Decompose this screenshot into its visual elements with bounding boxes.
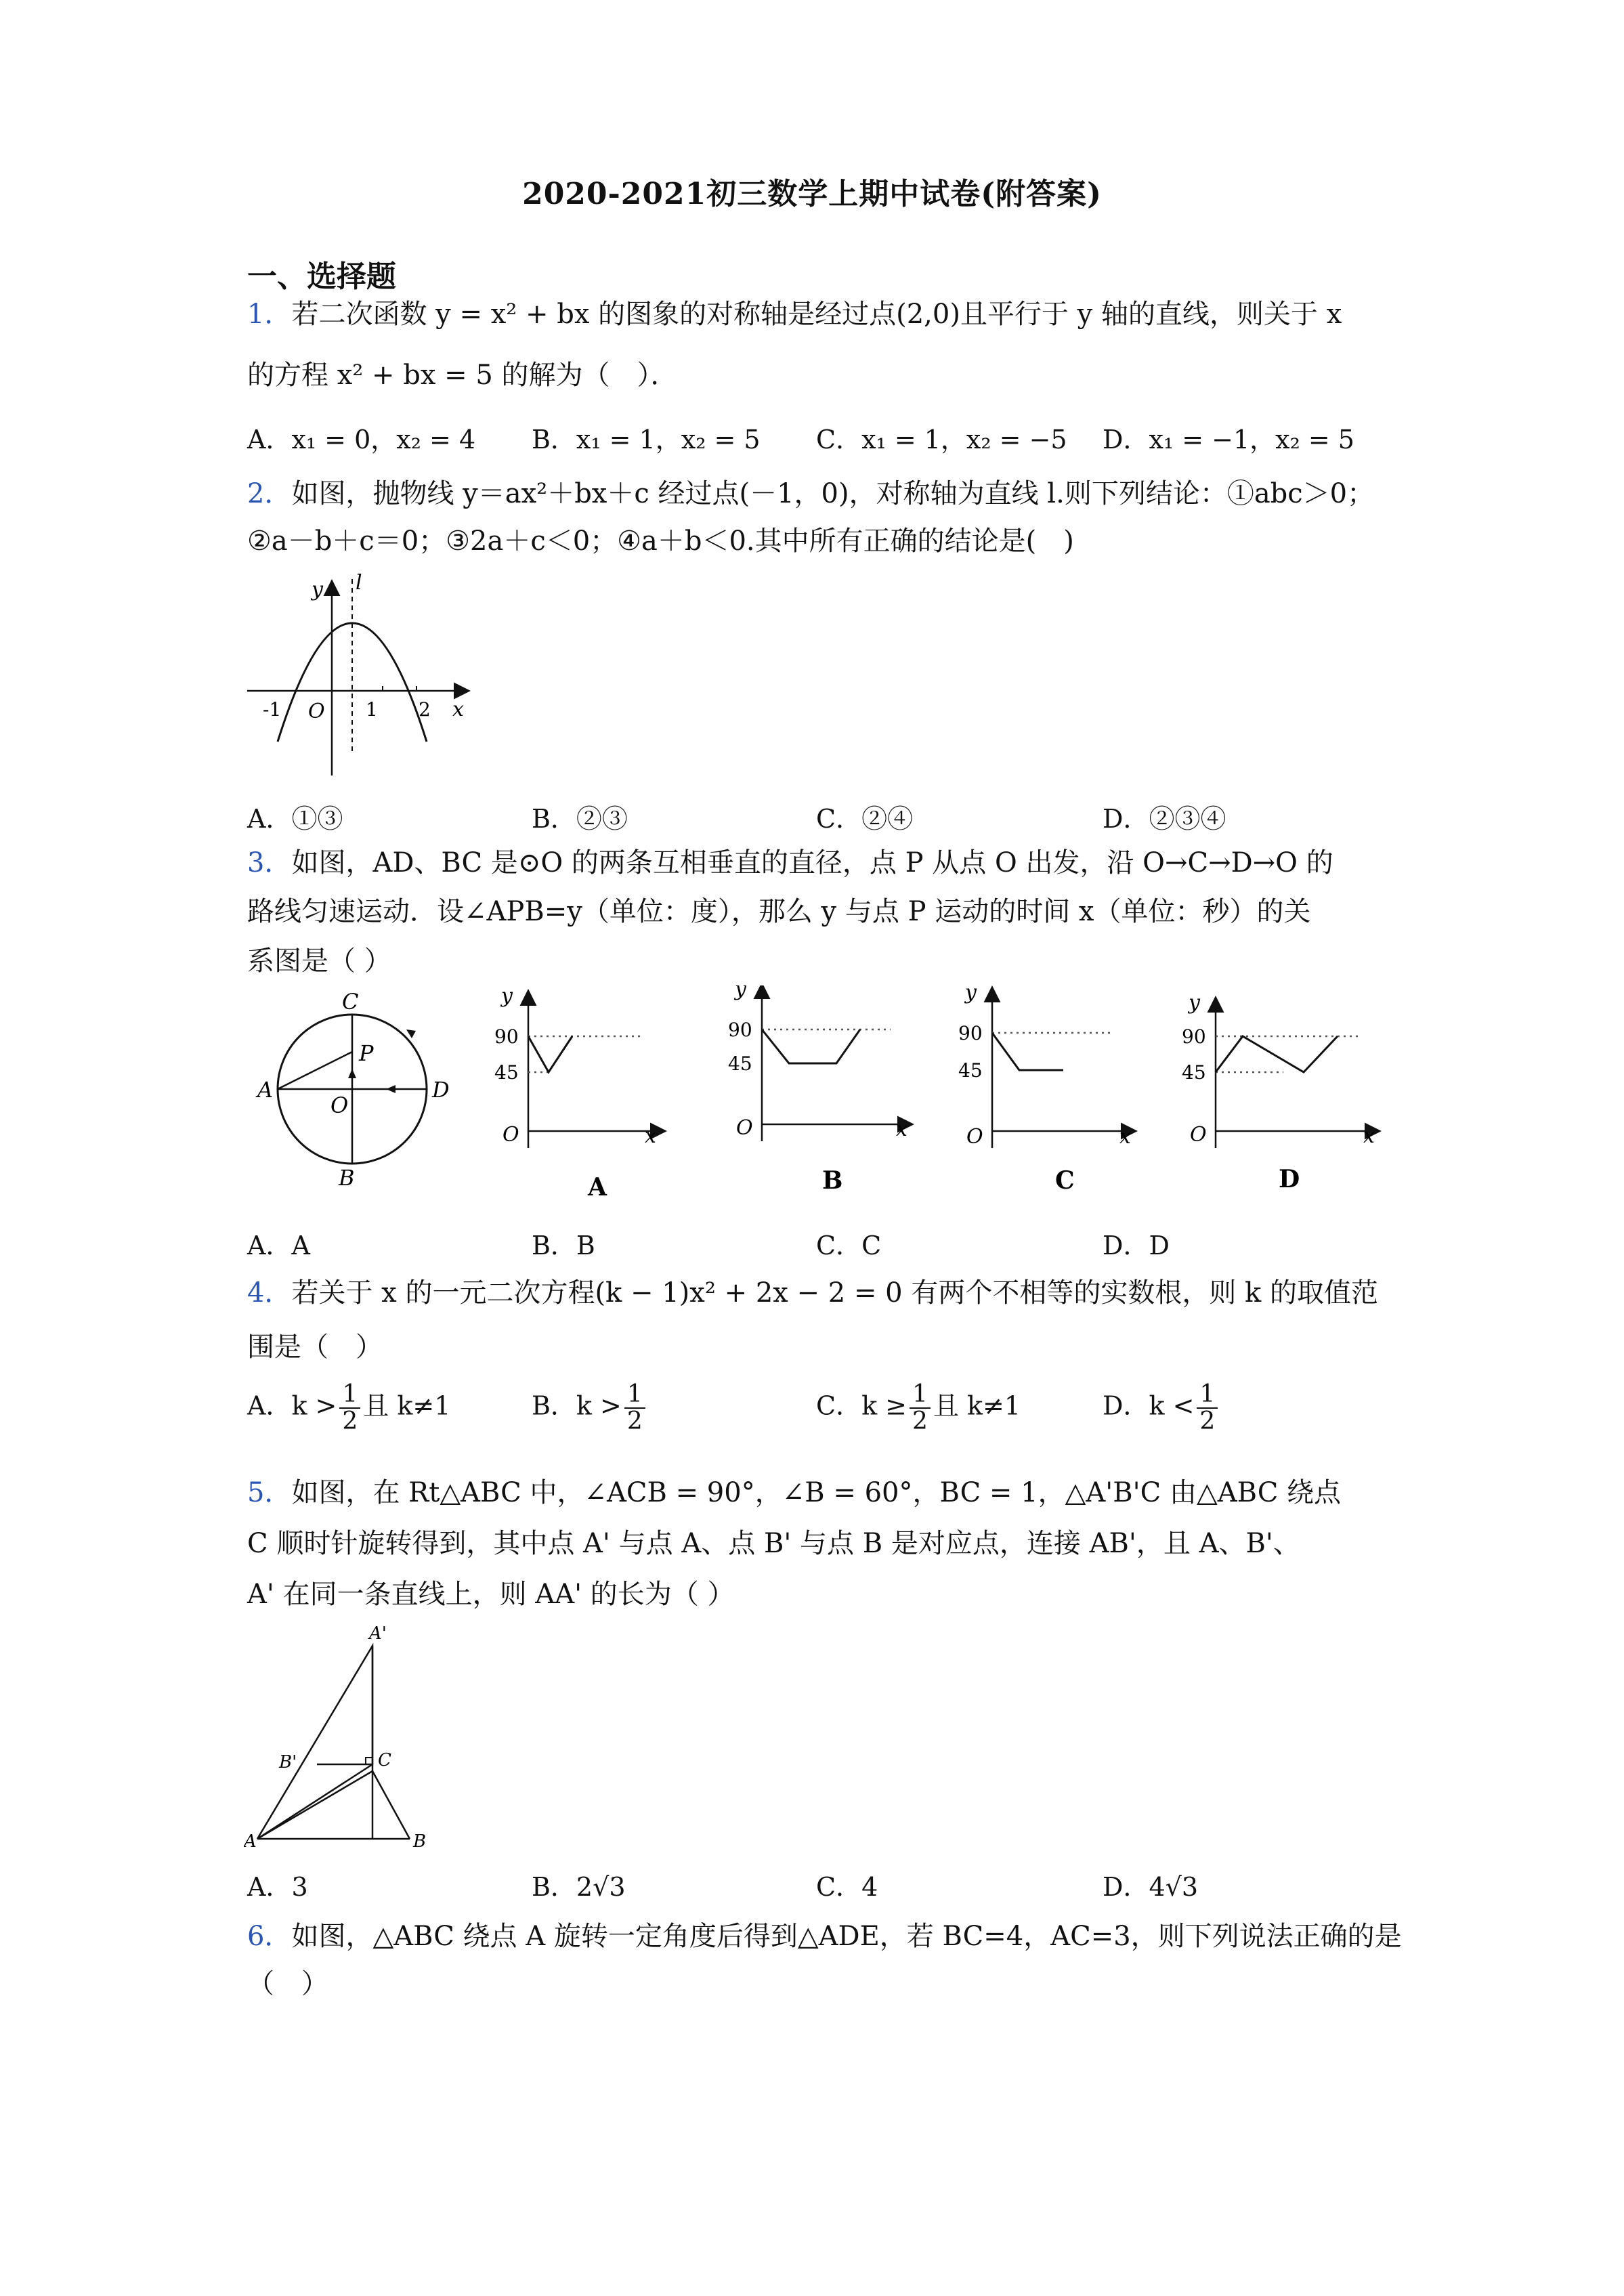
svg-text:x: x: [896, 1118, 907, 1141]
q5-option-a: A．3: [247, 1872, 308, 1902]
graph-label-a: A: [588, 1173, 607, 1202]
q2-option-a: A．①③: [247, 804, 343, 834]
graph-label-c: C: [1055, 1166, 1075, 1195]
q3-option-a: A．A: [247, 1231, 310, 1260]
q1-option-d: D．x₁ = −1，x₂ = 5: [1103, 425, 1354, 454]
svg-text:45: 45: [958, 1059, 983, 1082]
q4-line2: 围是（ ）: [247, 1332, 383, 1363]
q3-circle-figure: [251, 987, 454, 1191]
q5-option-b: B．2√3: [532, 1872, 626, 1902]
fig-minus-one: -1: [263, 698, 282, 721]
q6-line1: [247, 1920, 1402, 1953]
circle-label-o: O: [330, 1092, 349, 1118]
arrow-up-icon: [348, 1069, 356, 1078]
circle-label-p: P: [359, 1040, 374, 1066]
fig-x-label: x: [452, 698, 464, 721]
circle-label-a: A: [257, 1077, 274, 1103]
q1-option-a: A．x₁ = 0，x₂ = 4: [247, 425, 476, 454]
graph-d: [1182, 991, 1378, 1148]
arrow-left-icon: [386, 1085, 396, 1093]
q4-option-d: D．k < $\frac{1}{2}$: [1103, 1382, 1220, 1434]
svg-text:45: 45: [728, 1053, 752, 1075]
q3-option-b: B．B: [532, 1231, 595, 1260]
q3-line2: 路线匀速运动．设∠APB=y（单位：度），那么 y 与点 P 运动的时间 x（单位：秒）的关: [247, 896, 1311, 927]
svg-text:O: O: [1190, 1123, 1207, 1147]
q3-number: 3．: [247, 847, 292, 878]
fig-one: 1: [366, 698, 378, 721]
q5-number: 5．: [247, 1477, 292, 1508]
graph-a: [494, 985, 664, 1148]
circle-label-c: C: [342, 989, 359, 1015]
q4-number: 4．: [247, 1277, 292, 1309]
circle-label-d: D: [432, 1077, 450, 1103]
svg-text:90: 90: [494, 1025, 519, 1048]
q1-text: 若二次函数 y = x² + bx 的图象的对称轴是经过点(2,0)且平行于 y 轴的直线，则关于 x: [291, 299, 1342, 330]
fig-two: 2: [419, 698, 431, 721]
q2-parabola-figure: [244, 572, 474, 782]
q2-option-b: B．②③: [532, 804, 628, 834]
q1-line1: [247, 298, 1342, 331]
svg-text:x: x: [1119, 1125, 1131, 1149]
q3-line1: [247, 847, 1333, 879]
svg-text:45: 45: [494, 1061, 519, 1084]
q3-line3: 系图是（ ）: [247, 945, 391, 977]
q6-text: 如图，△ABC 绕点 A 旋转一定角度后得到△ADE，若 BC=4，AC=3，则下列说法正确的是: [291, 1921, 1402, 1952]
q3-option-c: C．C: [816, 1231, 882, 1260]
svg-text:O: O: [736, 1116, 753, 1140]
q1-number: 1．: [247, 299, 292, 330]
circle-label-b: B: [339, 1165, 355, 1191]
q4-option-b: B．k > $\frac{1}{2}$: [532, 1382, 648, 1434]
svg-text:y: y: [965, 985, 977, 1004]
q3-option-d: D．D: [1103, 1231, 1170, 1260]
label-b: B: [413, 1831, 427, 1852]
triangle-a-a1-c: [257, 1646, 372, 1839]
q6-line2: （ ）: [247, 1968, 328, 1999]
svg-text:x: x: [1363, 1124, 1375, 1148]
graph-label-d: D: [1279, 1165, 1300, 1193]
label-c: C: [378, 1750, 391, 1770]
svg-text:90: 90: [1182, 1025, 1206, 1048]
svg-text:90: 90: [958, 1022, 983, 1044]
q1-option-b: B．x₁ = 1，x₂ = 5: [532, 425, 761, 454]
q2-line1: [247, 477, 1374, 510]
q5-option-c: C．4: [816, 1872, 878, 1902]
q2-text: 如图，抛物线 y＝ax²＋bx＋c 经过点(－1，0)，对称轴为直线 l.则下列结论：①abc＞0；: [291, 478, 1375, 509]
fig-origin-label: O: [308, 700, 325, 723]
svg-text:O: O: [966, 1125, 983, 1149]
q4-text: 若关于 x 的一元二次方程(k − 1)x² + 2x − 2 = 0 有两个不相等的实数根，则 k 的取值范: [291, 1277, 1379, 1309]
q4-option-c: C．k ≥ $\frac{1}{2}$ 且 k≠1: [816, 1380, 1021, 1435]
svg-text:45: 45: [1182, 1061, 1206, 1084]
q4-line1: [247, 1277, 1378, 1309]
q5-line1: [247, 1476, 1341, 1509]
q5-text: 如图，在 Rt△ABC 中，∠ACB = 90°，∠B = 60°，BC = 1，△A'B'C 由△ABC 绕点: [291, 1477, 1342, 1508]
q5-line2: C 顺时针旋转得到，其中点 A' 与点 A、点 B' 与点 B 是对应点，连接 AB'，且 A、B'、: [247, 1528, 1300, 1559]
q5-option-d: D．4√3: [1103, 1872, 1199, 1902]
q3-option-graphs: [488, 985, 1402, 1209]
fig-l-label: l: [356, 572, 362, 595]
graph-b: [728, 985, 911, 1141]
fig-y-label: y: [312, 578, 323, 601]
section-heading: 一、选择题: [247, 259, 396, 294]
q3-text: 如图，AD、BC 是⊙O 的两条互相垂直的直径，点 P 从点 O 出发，沿 O→C→D→O 的: [291, 847, 1333, 878]
label-a: A: [244, 1831, 257, 1852]
label-a-prime: A': [369, 1623, 387, 1644]
q6-number: 6．: [247, 1921, 292, 1952]
graph-c: [958, 985, 1134, 1149]
q4-option-a: A．k > $\frac{1}{2}$ 且 k≠1: [247, 1380, 451, 1435]
q5-line3: A' 在同一条直线上，则 AA' 的长为（ ）: [247, 1579, 735, 1610]
label-b-prime: B': [279, 1752, 297, 1772]
q1-line2: 的方程 x² + bx = 5 的解为（ ）．: [247, 360, 678, 391]
q5-triangle-figure: [244, 1622, 461, 1852]
page-title: 2020-2021初三数学上期中试卷(附答案): [522, 177, 1102, 211]
q2-line2: ②a－b＋c＝0；③2a＋c＜0；④a＋b＜0.其中所有正确的结论是( ): [247, 526, 1074, 557]
q1-option-c: C．x₁ = 1，x₂ = −5: [816, 425, 1067, 454]
svg-text:y: y: [501, 985, 513, 1008]
q2-option-c: C．②④: [816, 804, 914, 834]
q2-number: 2．: [247, 478, 292, 509]
segment-ap: [278, 1052, 352, 1089]
svg-text:x: x: [645, 1124, 656, 1148]
arrow-arc-icon: [406, 1029, 416, 1038]
svg-text:y: y: [735, 985, 746, 1001]
q2-option-d: D．②③④: [1103, 804, 1226, 834]
svg-text:O: O: [503, 1123, 519, 1147]
svg-text:y: y: [1189, 991, 1200, 1015]
graph-label-b: B: [822, 1166, 843, 1195]
svg-text:90: 90: [728, 1019, 752, 1041]
